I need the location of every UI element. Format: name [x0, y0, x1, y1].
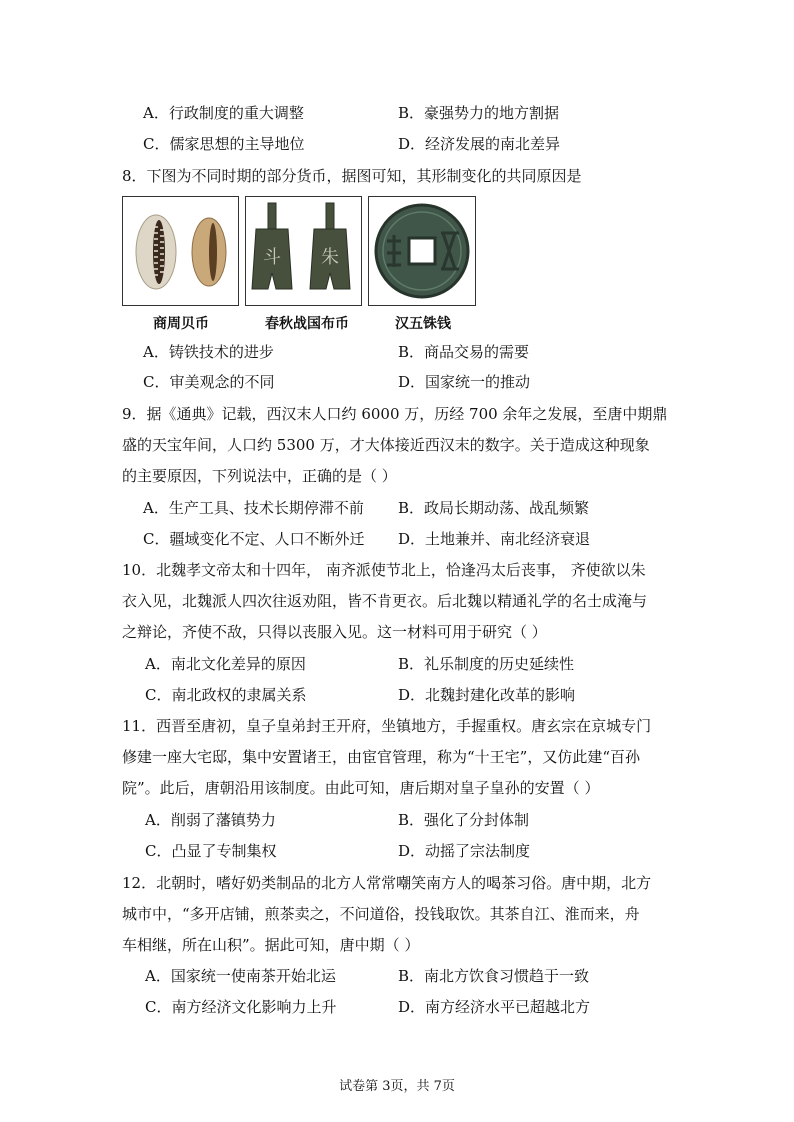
q9-stem-line-2: 盛的天宝年间，人口约 5300 万，才大体接近西汉末的数字。关于造成这种现象 — [122, 436, 650, 454]
q8-option-d[interactable]: D．国家统一的推动 — [398, 373, 531, 391]
q12-stem-line-3: 车相继，所在山积”。据此可知，唐中期（ ） — [122, 936, 420, 954]
q8-option-a[interactable]: A．铸铁技术的进步 — [143, 343, 274, 361]
q9-option-d[interactable]: D．土地兼并、南北经济衰退 — [398, 530, 591, 548]
caption-wuzhu-coin: 汉五铢钱 — [395, 316, 451, 332]
q12-option-d[interactable]: D．南方经济水平已超越北方 — [398, 998, 591, 1016]
q11-option-c[interactable]: C．凸显了专制集权 — [145, 842, 277, 860]
wuzhu-coin-image — [368, 196, 476, 306]
q10-option-b[interactable]: B．礼乐制度的历史延续性 — [398, 655, 575, 673]
q10-option-d[interactable]: D．北魏封建化改革的影响 — [398, 686, 576, 704]
q8-stem: 8．下图为不同时期的部分货币，据图可知，其形制变化的共同原因是 — [122, 167, 582, 185]
q8-option-b[interactable]: B．商品交易的需要 — [398, 343, 530, 361]
spade-inscription-right: 朱 — [321, 247, 339, 268]
q11-option-d[interactable]: D．动摇了宗法制度 — [398, 842, 531, 860]
spade-money-image — [245, 196, 362, 306]
shell-money-image — [122, 196, 239, 306]
shell-money-icon — [123, 197, 238, 305]
q7-option-d[interactable]: D．经济发展的南北差异 — [398, 135, 561, 153]
q7-option-b[interactable]: B．豪强势力的地方割据 — [398, 104, 560, 122]
spade-inscription-left: 斗 — [263, 247, 281, 268]
q11-option-a[interactable]: A．削弱了藩镇势力 — [145, 811, 276, 829]
q11-stem-line-2: 修建一座大宅邸，集中安置诸王，由宦官管理，称为“十王宅”，又仿此建“百孙 — [122, 748, 641, 766]
q12-option-c[interactable]: C．南方经济文化影响力上升 — [145, 998, 337, 1016]
q9-stem-line-1: 9．据《通典》记载，西汉末人口约 6000 万，历经 700 余年之发展，至唐中期鼎 — [122, 405, 668, 423]
q9-option-c[interactable]: C．疆域变化不定、人口不断外迁 — [143, 530, 365, 548]
q12-stem-line-2: 城市中，“多开店铺，煎茶卖之，不问道俗，投钱取饮。其茶自江、淮而来，舟 — [122, 905, 640, 923]
q8-option-c[interactable]: C．审美观念的不同 — [143, 373, 275, 391]
q7-option-c[interactable]: C．儒家思想的主导地位 — [143, 135, 305, 153]
wuzhu-coin-icon — [369, 197, 475, 305]
q12-option-a[interactable]: A．国家统一使南茶开始北运 — [145, 967, 336, 985]
spade-money-icon — [246, 197, 361, 305]
q7-option-a[interactable]: A．行政制度的重大调整 — [143, 104, 304, 122]
caption-spade-money: 春秋战国布币 — [265, 316, 349, 332]
caption-shell-money: 商周贝币 — [153, 316, 209, 332]
page-footer: 试卷第 3页，共 7页 — [339, 1079, 455, 1094]
q12-stem-line-1: 12．北朝时，嗜好奶类制品的北方人常常嘲笑南方人的喝茶习俗。唐中期，北方 — [122, 874, 652, 892]
q11-stem-line-3: 院”。此后，唐朝沿用该制度。由此可知，唐后期对皇子皇孙的安置（ ） — [122, 779, 600, 797]
q9-stem-line-3: 的主要原因，下列说法中，正确的是（ ） — [122, 467, 397, 485]
q11-option-b[interactable]: B．强化了分封体制 — [398, 811, 530, 829]
q11-stem-line-1: 11．西晋至唐初，皇子皇弟封王开府，坐镇地方，手握重权。唐玄宗在京城专门 — [122, 717, 652, 735]
q10-stem-line-2: 衣入见，北魏派人四次往返劝阻，皆不肯更衣。后北魏以精通礼学的名士成淹与 — [122, 592, 648, 610]
q10-stem-line-1: 10．北魏孝文帝太和十四年， 南齐派使节北上，恰逢冯太后丧事， 齐使欲以朱 — [122, 561, 646, 579]
q10-option-a[interactable]: A．南北文化差异的原因 — [145, 655, 306, 673]
q10-stem-line-3: 之辩论，齐使不敌，只得以丧服入见。这一材料可用于研究（ ） — [122, 623, 547, 641]
q12-option-b[interactable]: B．南北方饮食习惯趋于一致 — [398, 967, 590, 985]
q10-option-c[interactable]: C．南北政权的隶属关系 — [145, 686, 307, 704]
q9-option-b[interactable]: B．政局长期动荡、战乱频繁 — [398, 499, 590, 517]
q9-option-a[interactable]: A．生产工具、技术长期停滞不前 — [143, 499, 364, 517]
